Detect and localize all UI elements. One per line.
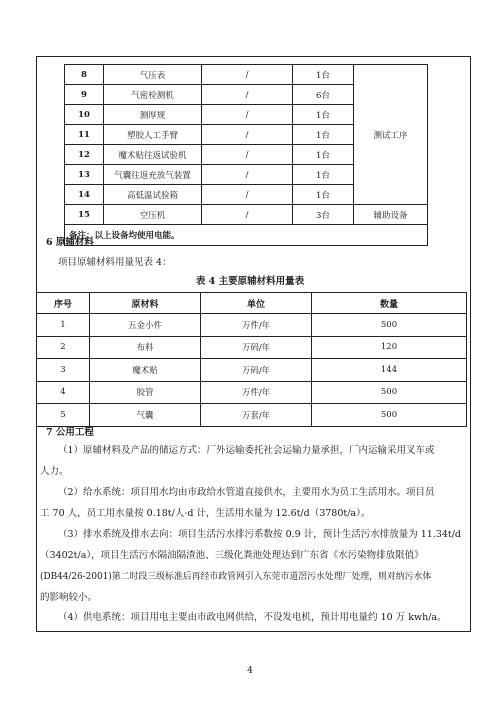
header-no: 序号 <box>37 293 90 314</box>
equipment-spec: / <box>202 165 293 185</box>
para-2-line-1: （2）给水系统：项目用水均由市政给水管道直接供水，主要用水为员工生活用水。项目员 <box>58 487 435 498</box>
equipment-no: 10 <box>65 105 104 125</box>
equipment-name: 魔术贴往返试验机 <box>104 145 202 165</box>
material-name: 五金小件 <box>90 314 201 337</box>
equipment-name: 气压表 <box>104 65 202 85</box>
para-3-line-3: (DB44/26-2001)第二时段三级标准后再经市政管网引入东莞市道滘污水处理厂处理，则对纳污水体 <box>40 572 432 582</box>
equipment-no: 15 <box>65 205 104 225</box>
section6-title: 6 原辅材料 <box>46 237 94 248</box>
equipment-spec: / <box>202 185 293 205</box>
equipment-note-row <box>65 225 428 246</box>
section6-intro: 项目原辅材料用量见表 4： <box>58 257 172 268</box>
equipment-spec: / <box>202 85 293 105</box>
equipment-qty: 1台 <box>293 105 354 125</box>
para-3-line-4: 的影响较小。 <box>40 592 98 603</box>
para-1-line-2: 人力。 <box>40 466 69 477</box>
equipment-spec: / <box>202 145 293 165</box>
equipment-row <box>65 205 428 225</box>
page-number: 4 <box>247 666 253 676</box>
equipment-no: 14 <box>65 185 104 205</box>
equipment-name: 空压机 <box>104 205 202 225</box>
material-name: 胶管 <box>90 381 201 404</box>
para-1-line-1: （1）原辅材料及产品的储运方式：厂外运输委托社会运输力量承担，厂内运输采用叉车或 <box>58 445 435 456</box>
material-qty: 120 <box>312 336 467 359</box>
table4-title: 表 4 主要原辅材料用量表 <box>195 276 305 287</box>
equipment-qty: 1台 <box>293 185 354 205</box>
equipment-qty: 3台 <box>293 205 354 225</box>
materials-table <box>36 292 467 427</box>
material-unit: 万码/年 <box>201 336 312 359</box>
material-no: 1 <box>37 314 90 337</box>
material-no: 5 <box>37 404 90 427</box>
para-3-line-1: （3）排水系统及排水去向：项目生活污水排污系数按 0.9 计，预计生活污水排放量为 11.34t/d <box>58 529 462 540</box>
equipment-qty: 1台 <box>293 65 354 85</box>
material-row <box>37 336 467 359</box>
group-aux-label: 辅助设备 <box>354 205 428 225</box>
material-name: 气囊 <box>90 404 201 427</box>
equipment-spec: / <box>202 105 293 125</box>
material-row <box>37 381 467 404</box>
header-unit: 单位 <box>201 293 312 314</box>
equipment-name: 气密检测机 <box>104 85 202 105</box>
para-2-line-2: 工 70 人，员工用水量按 0.18t/人·d 计，生活用水量为 12.6t/d（3780t/a）。 <box>40 508 371 519</box>
equipment-name: 塑胶人工手臂 <box>104 125 202 145</box>
material-qty: 144 <box>312 359 467 382</box>
material-no: 3 <box>37 359 90 382</box>
equipment-note: 备注：以上设备均使用电能。 <box>65 225 428 246</box>
material-name: 魔术贴 <box>90 359 201 382</box>
equipment-no: 9 <box>65 85 104 105</box>
material-unit: 万件/年 <box>201 314 312 337</box>
material-row <box>37 359 467 382</box>
equipment-name: 高低温试验箱 <box>104 185 202 205</box>
equipment-no: 12 <box>65 145 104 165</box>
equipment-no: 8 <box>65 65 104 85</box>
header-qty: 数量 <box>312 293 467 314</box>
material-qty: 500 <box>312 381 467 404</box>
equipment-name: 气囊往返充放气装置 <box>104 165 202 185</box>
material-unit: 万套/年 <box>201 404 312 427</box>
equipment-table <box>64 64 428 246</box>
material-name: 布料 <box>90 336 201 359</box>
equipment-row <box>65 65 428 85</box>
equipment-qty: 6台 <box>293 85 354 105</box>
equipment-spec: / <box>202 205 293 225</box>
material-row <box>37 314 467 337</box>
equipment-spec: / <box>202 65 293 85</box>
material-no: 4 <box>37 381 90 404</box>
para-3-line-2: （3402t/a），项目生活污水隔油隔渣池、三级化粪池处理达到广东省《水污染物排放限值》 <box>40 550 424 561</box>
material-unit: 万件/年 <box>201 381 312 404</box>
equipment-name: 测厚规 <box>104 105 202 125</box>
materials-header-row <box>37 293 467 314</box>
para-4-line-1: （4）供电系统：项目用电主要由市政电网供给，不设发电机，预计用电量约 10 万 kwh/a。 <box>58 612 447 623</box>
material-qty: 500 <box>312 314 467 337</box>
material-row <box>37 404 467 427</box>
equipment-spec: / <box>202 125 293 145</box>
material-qty: 500 <box>312 404 467 427</box>
group-test-label: 测试工序 <box>354 65 428 205</box>
equipment-qty: 1台 <box>293 165 354 185</box>
equipment-qty: 1台 <box>293 145 354 165</box>
equipment-qty: 1台 <box>293 125 354 145</box>
material-no: 2 <box>37 336 90 359</box>
material-unit: 万码/年 <box>201 359 312 382</box>
section7-title: 7 公用工程 <box>46 427 94 438</box>
equipment-no: 13 <box>65 165 104 185</box>
header-material: 原材料 <box>90 293 201 314</box>
equipment-no: 11 <box>65 125 104 145</box>
